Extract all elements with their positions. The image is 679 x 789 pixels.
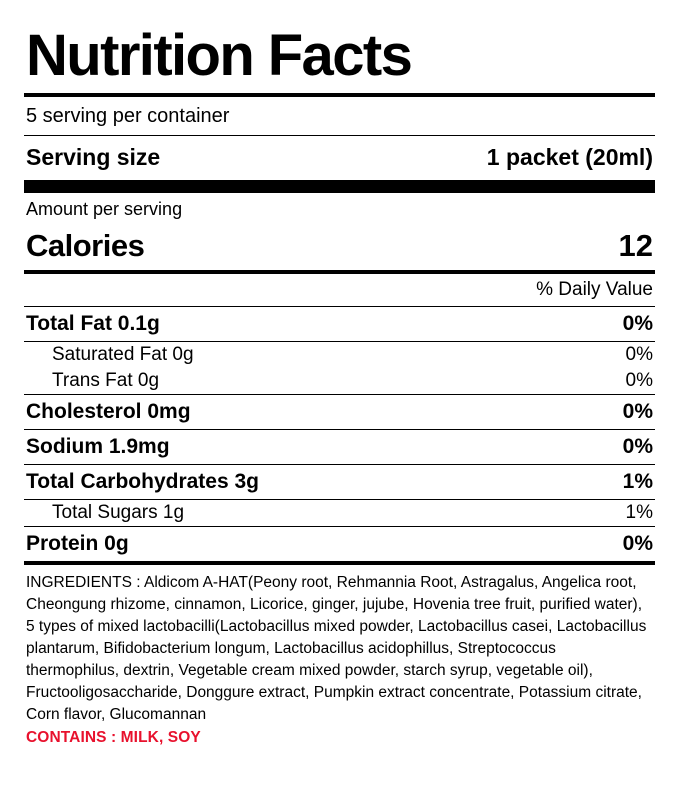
- servings-per-container: 5 serving per container: [26, 104, 230, 127]
- daily-value-header: % Daily Value: [536, 278, 653, 300]
- nutrient-name: Total Carbohydrates 3g: [26, 469, 259, 493]
- amount-per-serving: Amount per serving: [26, 198, 183, 219]
- nutrient-row: [24, 307, 655, 341]
- nutrient-dv: 0%: [625, 343, 653, 365]
- nutrient-dv: 0%: [622, 311, 653, 335]
- ingredients-text: INGREDIENTS : Aldicom A-HAT(Peony root, Rehmannia Root, Astragalus, Angelica root, Cheongung rhizome, cinnamon, Licorice, ginger, jujube, Hovenia tree fruit, purified water), 5 types of mixed lactobacilli(Lactobacillus mixed powder, Lactobacillus casei, Lactobacillus plantarum, Bifidobacterium longum, Lactobacillus acidophillus, Streptococcus thermophilus, dextrin, Vegetable cream mixed powder, starch syrup, vegetable oil), Fructooligosaccharide, Donggure extract, Pumpkin extract concentrate, Potassium citrate, Corn flavor, Glucomannan: [26, 573, 647, 723]
- serving-size-value: 1 packet (20ml): [486, 143, 653, 170]
- nutrient-name: Protein 0g: [26, 531, 129, 555]
- nutrient-row: [24, 342, 655, 368]
- nutrient-name: Sodium 1.9mg: [26, 434, 170, 458]
- nutrient-dv: 0%: [625, 369, 653, 391]
- nutrient-name: Cholesterol 0mg: [26, 399, 191, 423]
- page-title: Nutrition Facts: [26, 23, 412, 88]
- nutrient-dv: 0%: [622, 399, 653, 423]
- nutrient-row: [24, 465, 655, 499]
- nutrient-dv: 1%: [622, 469, 653, 493]
- nutrient-dv: 0%: [622, 531, 653, 555]
- nutrient-row: [24, 500, 655, 526]
- nutrient-name: Total Fat 0.1g: [26, 311, 160, 335]
- serving-size-row: [24, 136, 655, 180]
- calories-label: Calories: [26, 227, 145, 263]
- nutrient-name: Total Sugars 1g: [52, 501, 185, 523]
- nutrient-dv: 1%: [625, 501, 653, 523]
- nutrient-row: [24, 527, 655, 561]
- divider-thick: [24, 180, 655, 193]
- serving-size-label: Serving size: [26, 143, 161, 170]
- nutrient-name: Saturated Fat 0g: [52, 343, 194, 365]
- calories-value: 12: [618, 227, 653, 263]
- nutrient-row: [24, 430, 655, 464]
- nutrient-dv: 0%: [622, 434, 653, 458]
- allergen-statement: CONTAINS : MILK, SOY: [26, 728, 201, 746]
- nutrient-name: Trans Fat 0g: [52, 369, 160, 391]
- calories-row: [24, 225, 655, 270]
- nutrient-row: [24, 395, 655, 429]
- nutrient-row: [24, 368, 655, 394]
